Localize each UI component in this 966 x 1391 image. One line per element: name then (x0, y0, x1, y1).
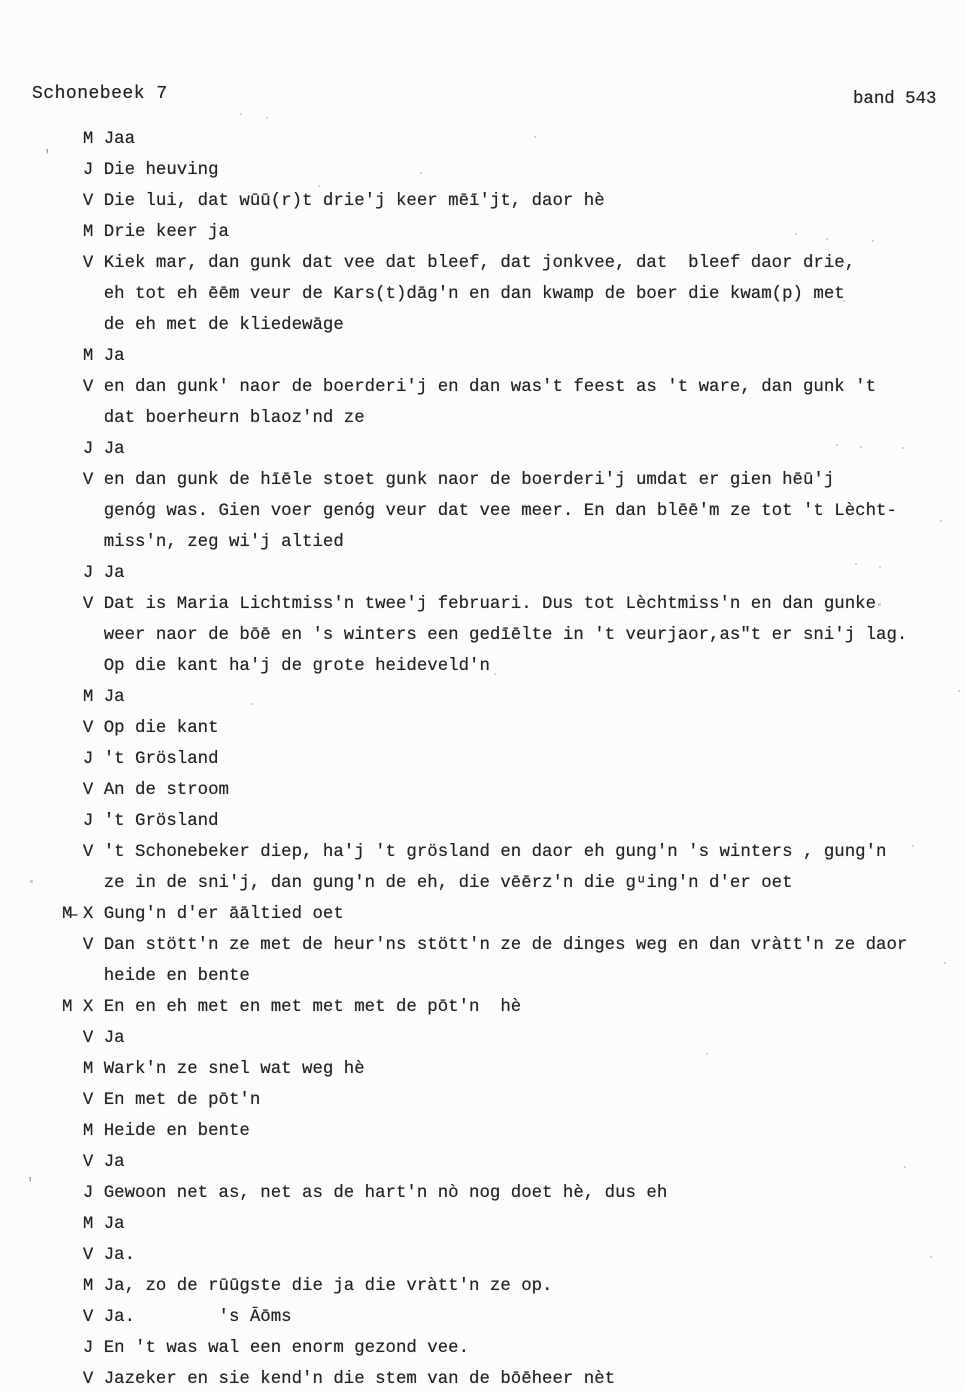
noise-dot (855, 563, 857, 565)
transcript-line: V Dan stött'n ze met de heur'ns stött'n ze de dinges weg en dan vràtt'n ze daor (62, 936, 908, 955)
transcript-line: J Ja (62, 440, 125, 459)
noise-dot (266, 117, 268, 119)
noise-dot (856, 601, 859, 604)
page-title: Schonebeek 7 (32, 84, 168, 104)
noise-dot (904, 1166, 906, 1168)
noise-dot (30, 880, 33, 883)
transcript-line: V Kiek mar, dan gunk dat vee dat bleef, dat jonkvee, dat bleef daor drie, (62, 254, 856, 273)
noise-dot (879, 566, 881, 568)
noise-dot (902, 447, 904, 449)
transcript-line: V en dan gunk' naor de boerderi'j en dan was't feest as 't ware, dan gunk 't (62, 378, 877, 397)
noise-dot (912, 845, 914, 847)
transcript-line: M Heide en bente (62, 1122, 250, 1141)
transcript-line: genóg was. Gien voer genóg veur dat vee meer. En dan blēē'm ze tot 't Lècht- (62, 502, 897, 521)
transcript-line: M Jaa (62, 130, 136, 149)
noise-dot (826, 238, 828, 240)
transcript-line: M̶ X Gung'n d'er āāltied oet (62, 905, 344, 924)
noise-dot (494, 673, 496, 675)
band-number: band 543 (853, 90, 937, 109)
noise-dot (318, 185, 320, 187)
transcript-line: V An de stroom (62, 781, 229, 800)
noise-dot (843, 300, 845, 302)
transcript-line: heide en bente (62, 967, 250, 986)
stray-mark: ' (26, 1176, 35, 1192)
noise-dot (534, 136, 536, 138)
noise-dot (860, 446, 862, 448)
noise-dot (878, 603, 881, 606)
noise-dot (240, 113, 242, 115)
transcript-line: V En met de pōt'n (62, 1091, 261, 1110)
transcript-line: J 't Grösland (62, 750, 219, 769)
transcript-line: V Ja (62, 1029, 125, 1048)
transcript-line: V 't Schonebeker diep, ha'j 't grösland en daor eh gung'n 's winters , gung'n (62, 843, 887, 862)
transcript-line: J Gewoon net as, net as de hart'n nò nog doet hè, dus eh (62, 1184, 668, 1203)
transcript-line: miss'n, zeg wi'j altied (62, 533, 344, 552)
noise-dot (958, 690, 960, 692)
transcript-line: V Dat is Maria Lichtmiss'n twee'j februari. Dus tot Lèchtmiss'n en dan gunke (62, 595, 877, 614)
transcript-line: M Ja (62, 1215, 125, 1234)
transcript-line: M X En en eh met en met met met de pōt'n hè (62, 998, 522, 1017)
noise-dot (872, 240, 874, 242)
transcript-line: M Ja (62, 688, 125, 707)
stray-mark: ' (43, 148, 52, 164)
transcript-line: M Ja (62, 347, 125, 366)
noise-dot (940, 520, 942, 522)
transcript-line: ze in de sni'j, dan gung'n de eh, die vēērz'n die gᵘing'n d'er oet (62, 874, 793, 893)
noise-dot (930, 1256, 932, 1258)
transcript-lines (62, 124, 907, 1391)
transcript-line: J En 't was wal een enorm gezond vee. (62, 1339, 470, 1358)
transcript-line: V Ja. 's Āōms (62, 1308, 292, 1327)
transcript-line: weer naor de bōē en 's winters een gedīēlte in 't veurjaor,as"t er sni'j lag. (62, 626, 908, 645)
noise-dot (836, 444, 838, 446)
transcript-line: dat boerheurn blaoz'nd ze (62, 409, 365, 428)
transcript-line: M Ja, zo de rūūgste die ja die vràtt'n ze op. (62, 1277, 553, 1296)
transcript-line: J 't Grösland (62, 812, 219, 831)
noise-dot (420, 172, 422, 174)
transcript-line: J Die heuving (62, 161, 219, 180)
transcript-line: M Wark'n ze snel wat weg hè (62, 1060, 365, 1079)
transcript-line: V Jazeker en sie kend'n die stem van de bōēheer nèt (62, 1370, 616, 1389)
transcript-line: J Ja (62, 564, 125, 583)
transcript-line: Op die kant ha'j de grote heideveld'n (62, 657, 490, 676)
transcript-line: V Ja (62, 1153, 125, 1172)
transcript-line: de eh met de kliedewāge (62, 316, 344, 335)
transcript-line: V en dan gunk de hīēle stoet gunk naor de boerderi'j umdat er gien hēū'j (62, 471, 835, 490)
noise-dot (706, 1053, 708, 1055)
transcript-line: V Die lui, dat wūū(r)t drie'j keer mēī'jt, daor hè (62, 192, 605, 211)
transcript-line: M Drie keer ja (62, 223, 229, 242)
transcript-line: V Op die kant (62, 719, 219, 738)
transcript-line: eh tot eh ēēm veur de Kars(t)dāg'n en dan kwamp de boer die kwam(p) met (62, 285, 845, 304)
noise-dot (251, 703, 253, 705)
noise-dot (944, 962, 946, 964)
transcript-line: V Ja. (62, 1246, 136, 1265)
noise-dot (795, 233, 797, 235)
